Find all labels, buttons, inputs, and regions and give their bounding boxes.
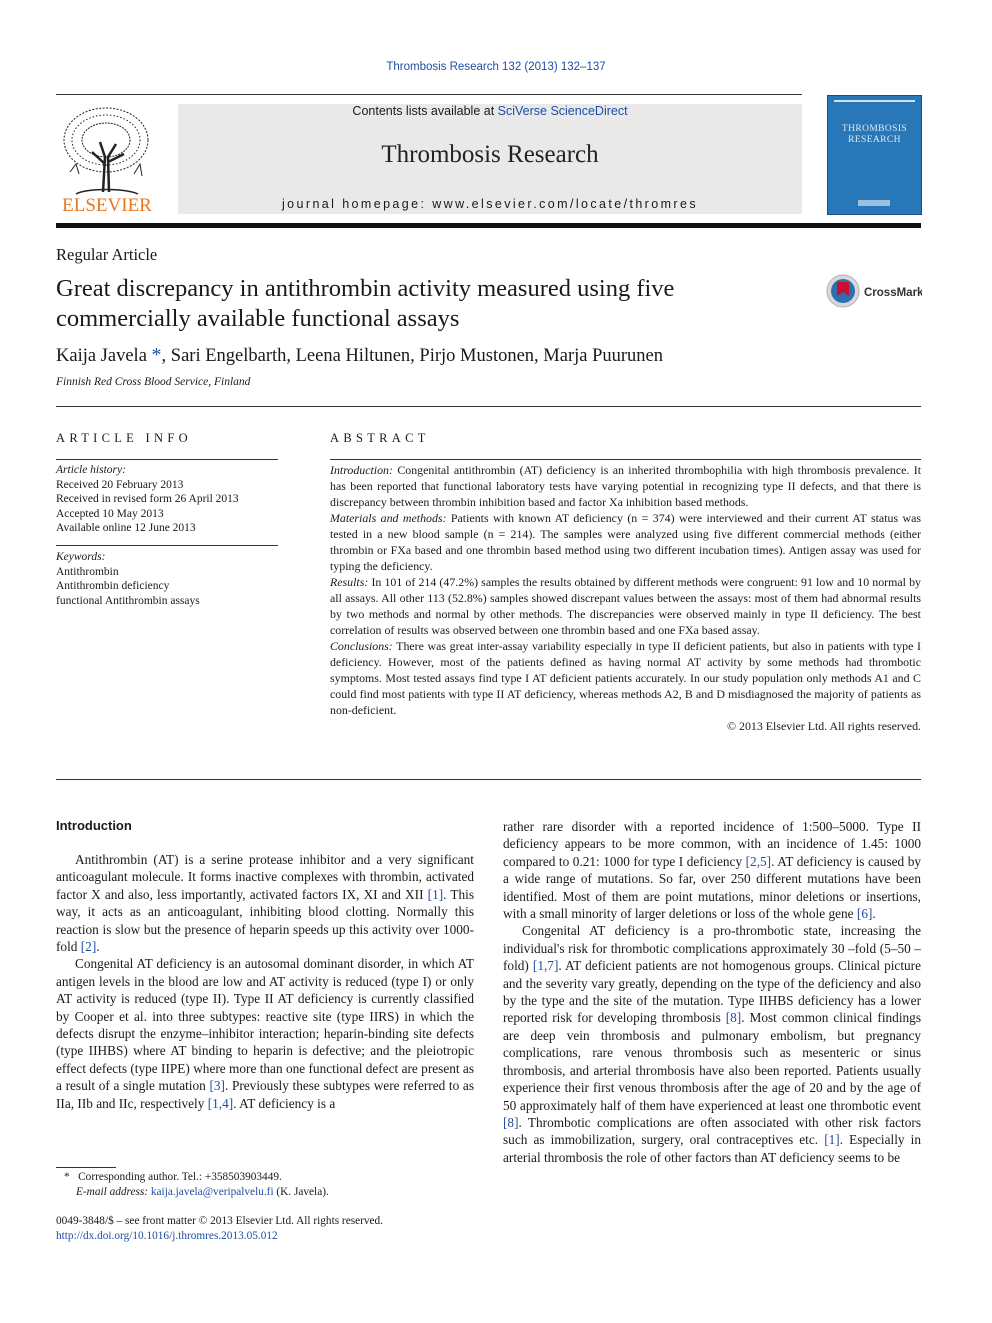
header-thick-rule — [56, 223, 921, 228]
journal-citation[interactable]: Thrombosis Research 132 (2013) 132–137 — [386, 61, 606, 73]
body-paragraph: Congenital AT deficiency is an autosomal dominant disorder, in which AT antigen levels in the blood are low and AT activity is reduced (type I) or only AT activity is reduced (type II). Type II AT deficiency is currently classified by Cooper et al. into three subtypes: reactive site (type IIRS) in which the defects disrupt the enzyme–inhibitor interaction; heparin-binding site defects (type IIHBS) where AT binding to heparin is defective; and the pleiotropic effect defects (type IIPE) where more than one functional defect are present as a result of a single mutation [3]. Previously these subtypes were referred to as IIa, IIb and IIc, respectively [1,4]. AT deficiency is a — [56, 956, 475, 1111]
citation-link[interactable]: [8] — [725, 1010, 742, 1026]
keyword: functional Antithrombin assays — [56, 594, 200, 607]
keywords-label: Keywords: — [56, 551, 106, 563]
first-author: Kaija Javela — [56, 346, 152, 366]
citation-link[interactable]: [6] — [856, 906, 873, 922]
citation-link[interactable]: [8] — [503, 1114, 519, 1130]
corresponding-line: * Corresponding author. Tel.: +358503903449. — [64, 1171, 282, 1183]
email-label: E-mail address: — [76, 1186, 151, 1198]
history-label: Article history: — [56, 464, 126, 476]
abstract-introduction: Introduction: Congenital antithrombin (AT) deficiency is an inherited thrombophilia with high thrombosis prevalence. It has been reported that functional laboratory tests have varying potential in recognizing type II defects, and that there is discrepancy between thrombin inhibition based and factor Xa inhibition based methods. — [330, 463, 921, 509]
contents-prefix: Contents lists available at — [352, 104, 498, 118]
elsevier-tree-icon — [56, 102, 158, 214]
crossmark-icon — [826, 273, 922, 309]
svg-text:CrossMark: CrossMark — [864, 287, 922, 299]
cover-top-bar — [834, 100, 915, 102]
footnote-rule — [56, 1167, 116, 1168]
journal-cover — [827, 95, 922, 215]
citation-link[interactable]: [1,7] — [532, 958, 559, 974]
section-heading-introduction: Introduction — [56, 818, 132, 833]
abstract-rule — [330, 459, 921, 460]
email-link[interactable]: kaija.javela@veripalvelu.fi — [150, 1186, 274, 1198]
abstract-body — [330, 462, 921, 734]
article-type: Regular Article — [56, 245, 158, 264]
sciencedirect-link[interactable]: SciVerse ScienceDirect — [497, 104, 628, 118]
body-column-right — [503, 818, 921, 1166]
history-revised: Received in revised form 26 April 2013 — [56, 493, 239, 506]
body-paragraph: rather rare disorder with a reported incidence of 1:500–5000. Type II deficiency appears to be more common, with an incidence of 1.45: 1000 compared to 0.21: 1000 for type I deficiency [2,5]. AT deficiency is caused by a wide range of mutations. So far, over 250 different mutations have been identified. Most of them are point mutations, minor deletions or insertions, with a small minority of larger deletions or loss of the whole gene [6]. — [503, 819, 921, 922]
crossmark-badge[interactable] — [826, 273, 922, 309]
article-title: Great discrepancy in antithrombin activity measured using five commercially available functional assays — [56, 275, 675, 332]
affiliation: Finnish Red Cross Blood Service, Finland — [56, 376, 251, 388]
citation-link[interactable]: [1] — [824, 1132, 840, 1148]
email-line: E-mail address: kaija.javela@veripalvelu.fi (K. Javela). — [76, 1186, 329, 1198]
article-history — [56, 463, 278, 536]
corresponding-author-footnote — [56, 1170, 474, 1200]
elsevier-logo — [56, 102, 158, 214]
body-column-left — [56, 851, 474, 1112]
history-online: Available online 12 June 2013 — [56, 522, 196, 535]
citation-link[interactable]: [1] — [427, 886, 444, 902]
keyword: Antithrombin deficiency — [56, 580, 170, 593]
body-paragraph: Antithrombin (AT) is a serine protease inhibitor and a very significant anticoagulant molecule. It forms inactive complexes with thrombin, activated factor X and also, less importantly, activated factors IX, XI and XII [1]. This way, it acts as an anticoagulant, inhibiting blood clotting. Normally this reaction is slow but the presence of heparin speeds up this activity over 1000-fold [2]. — [56, 852, 474, 955]
citation-link[interactable]: [2,5] — [745, 853, 772, 869]
article-info-rule — [56, 459, 278, 460]
issn-line: 0049-3848/$ – see front matter © 2013 Elsevier Ltd. All rights reserved. — [56, 1215, 384, 1227]
keywords-rule — [56, 545, 278, 546]
history-received: Received 20 February 2013 — [56, 478, 184, 491]
citation-link[interactable]: [1,4] — [207, 1095, 234, 1111]
article-info-heading: ARTICLE INFO — [56, 431, 192, 445]
abstract-conclusions: Conclusions: There was great inter-assay variability especially in type II deficient patients, but also in patients with type I deficiency. However, most of the patients defined as having normal AT activity by some methods had thrombotic symptoms. Most tested assays find type I AT deficient patients accurately. In our study population only methods A1 and C could find most patients with type II AT deficiency, whereas methods A2, B and D misdiagnosed the majority of patients as non-deficient. — [330, 639, 921, 717]
abstract-heading: ABSTRACT — [330, 431, 430, 445]
history-accepted: Accepted 10 May 2013 — [56, 507, 164, 520]
footnote-mark: * — [64, 1171, 70, 1183]
front-matter — [56, 1214, 474, 1244]
journal-title: Thrombosis Research — [381, 141, 599, 168]
corresponding-author-mark[interactable]: * — [151, 344, 162, 366]
abstract-methods: Materials and methods: Patients with known AT deficiency (n = 374) were interviewed and their current AT status was tested in a new blood sample (n = 214). The samples were analyzed using five different commercial methods (either thrombin or FXa based and one thrombin based method using two different incubation times). Antigen assay was used for typing the deficiency. — [330, 511, 921, 573]
abstract-copyright: © 2013 Elsevier Ltd. All rights reserved. — [727, 719, 921, 733]
keywords — [56, 550, 278, 608]
doi-link[interactable]: http://dx.doi.org/10.1016/j.thromres.2013.05.012 — [56, 1230, 278, 1242]
other-authors: , Sari Engelbarth, Leena Hiltunen, Pirjo Mustonen, Marja Puurunen — [161, 346, 663, 366]
contents-line — [178, 104, 802, 118]
header-rule — [56, 94, 802, 95]
cover-title: THROMBOSIS RESEARCH — [841, 124, 908, 145]
citation-link[interactable]: [3] — [209, 1078, 225, 1094]
body-paragraph: Congenital AT deficiency is a pro-thrombotic state, increasing the individual's risk for thrombotic complications approximately 30 –fold (5–50 –fold) [1,7]. AT deficient patients are not homogenous groups. Clinical picture and the severity vary greatly, depending on the type of the deficiency and also by the type and the site of the mutation. Type IIHBS deficiency has a lower reported risk for developing thrombosis [8]. Most common clinical findings are deep vein thrombosis and pulmonary embolism, but pregnancy complications, rare venous thrombosis such as mesenteric or sinus thrombosis, and arterial thrombosis have also been reported. Patients usually experience their first venous thrombosis after the age of 20 and by the age of 50 approximately half of them have experienced at least one thrombotic event [8]. Thrombotic complications are often associated with other risk factors such as immobilization, surgery, oral contraceptives etc. [1]. Especially in arterial thrombosis the role of other factors than AT deficiency seems to be — [503, 923, 922, 1165]
author-list — [56, 344, 663, 367]
abstract-end-rule — [56, 779, 921, 780]
journal-homepage[interactable]: journal homepage: www.elsevier.com/locate/thromres — [282, 197, 698, 211]
title-rule — [56, 406, 921, 407]
cover-publisher-mark — [858, 200, 890, 206]
abstract-results: Results: In 101 of 214 (47.2%) samples the results obtained by different methods were congruent: 91 low and 10 normal by all assays. All other 113 (52.8%) samples showed discrepant values between the assays: most of them had abnormal results by two methods and normal by other methods. The discrepancies were observed mainly in type II deficiency. The best correlation of results was observed between one thrombin based and one FXa based assay. — [330, 575, 921, 637]
svg-text:ELSEVIER: ELSEVIER — [62, 195, 152, 214]
citation-link[interactable]: [2] — [80, 939, 97, 955]
keyword: Antithrombin — [56, 565, 119, 578]
